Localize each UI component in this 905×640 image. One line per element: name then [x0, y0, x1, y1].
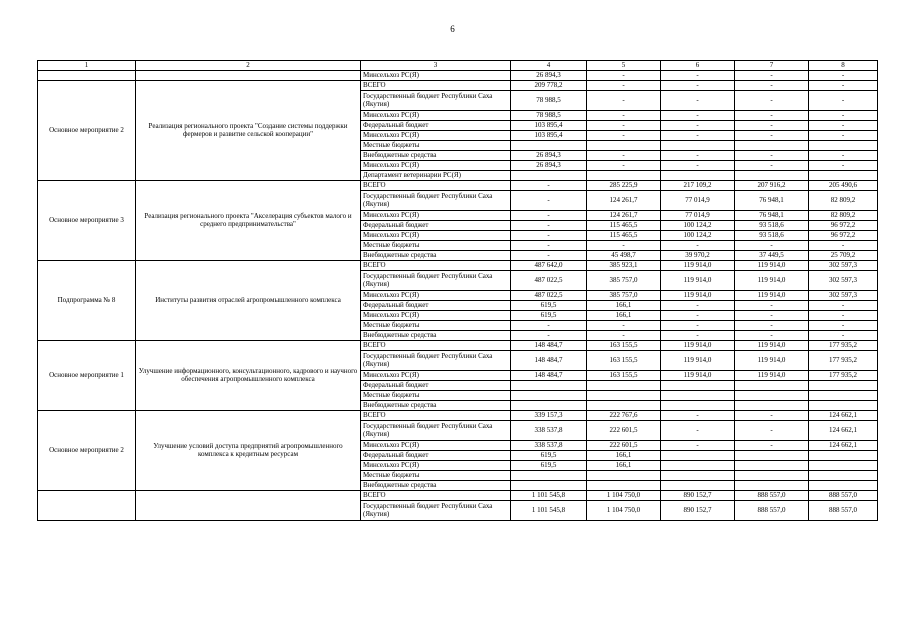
amount-cell: -: [735, 241, 809, 251]
table-row: [38, 81, 878, 91]
amount-cell: 119 914,0: [735, 271, 809, 291]
funding-source: Внебюджетные средства: [361, 151, 511, 161]
amount-cell: 619,5: [511, 461, 587, 471]
amount-cell: -: [735, 411, 809, 421]
amount-cell: 619,5: [511, 301, 587, 311]
funding-source: Минсельхоз РС(Я): [361, 131, 511, 141]
amount-cell: 209 778,2: [511, 81, 587, 91]
amount-cell: [511, 391, 587, 401]
amount-cell: -: [735, 91, 809, 111]
amount-cell: 100 124,2: [661, 221, 735, 231]
amount-cell: -: [661, 121, 735, 131]
amount-cell: 619,5: [511, 311, 587, 321]
amount-cell: 78 988,5: [511, 91, 587, 111]
amount-cell: 119 914,0: [735, 291, 809, 301]
activity-code: Подпрограмма № 8: [38, 261, 136, 341]
amount-cell: -: [661, 441, 735, 451]
funding-source: Минсельхоз РС(Я): [361, 461, 511, 471]
amount-cell: [809, 451, 878, 461]
amount-cell: 487 642,0: [511, 261, 587, 271]
amount-cell: -: [661, 331, 735, 341]
amount-cell: 119 914,0: [661, 271, 735, 291]
amount-cell: -: [735, 151, 809, 161]
amount-cell: 166,1: [587, 461, 661, 471]
amount-cell: [661, 481, 735, 491]
header-cell: 6: [661, 61, 735, 71]
activity-name: Реализация регионального проекта "Акселерация субъектов малого и среднего предпринимательства": [136, 181, 361, 261]
amount-cell: 76 948,1: [735, 211, 809, 221]
amount-cell: 115 465,5: [587, 231, 661, 241]
amount-cell: [735, 481, 809, 491]
amount-cell: 177 935,2: [809, 351, 878, 371]
amount-cell: 124 662,1: [809, 421, 878, 441]
funding-source: Минсельхоз РС(Я): [361, 111, 511, 121]
amount-cell: [809, 141, 878, 151]
amount-cell: -: [661, 321, 735, 331]
amount-cell: -: [735, 421, 809, 441]
funding-source: Минсельхоз РС(Я): [361, 311, 511, 321]
amount-cell: [809, 471, 878, 481]
funding-source: Минсельхоз РС(Я): [361, 231, 511, 241]
amount-cell: -: [809, 131, 878, 141]
funding-source: Минсельхоз РС(Я): [361, 291, 511, 301]
amount-cell: 166,1: [587, 301, 661, 311]
amount-cell: [809, 461, 878, 471]
amount-cell: [511, 171, 587, 181]
amount-cell: 385 757,0: [587, 291, 661, 301]
amount-cell: 26 894,3: [511, 161, 587, 171]
amount-cell: -: [809, 111, 878, 121]
amount-cell: 93 518,6: [735, 231, 809, 241]
funding-source: Внебюджетные средства: [361, 481, 511, 491]
table-row: [38, 71, 878, 81]
activity-name: Улучшение условий доступа предприятий агропромышленного комплекса к кредитным ресурсам: [136, 411, 361, 491]
page-number: 6: [450, 24, 455, 34]
activity-code: Основное мероприятие 3: [38, 181, 136, 261]
amount-cell: -: [809, 121, 878, 131]
funding-source: Местные бюджеты: [361, 321, 511, 331]
funding-source: Государственный бюджет Республики Саха (Якутия): [361, 501, 511, 521]
table-row: [38, 261, 878, 271]
amount-cell: -: [735, 331, 809, 341]
amount-cell: 148 484,7: [511, 371, 587, 381]
amount-cell: -: [809, 311, 878, 321]
activity-name: [136, 71, 361, 81]
amount-cell: [809, 481, 878, 491]
amount-cell: -: [587, 71, 661, 81]
amount-cell: 385 757,0: [587, 271, 661, 291]
amount-cell: -: [809, 71, 878, 81]
amount-cell: [587, 391, 661, 401]
amount-cell: -: [511, 231, 587, 241]
amount-cell: 163 155,5: [587, 341, 661, 351]
amount-cell: [735, 391, 809, 401]
amount-cell: 1 101 545,8: [511, 491, 587, 501]
funding-source: Местные бюджеты: [361, 471, 511, 481]
amount-cell: 619,5: [511, 451, 587, 461]
header-cell: 3: [361, 61, 511, 71]
amount-cell: -: [587, 331, 661, 341]
activity-code: Основное мероприятие 2: [38, 411, 136, 491]
amount-cell: 888 557,0: [809, 491, 878, 501]
amount-cell: 37 449,5: [735, 251, 809, 261]
funding-source: Государственный бюджет Республики Саха (Якутия): [361, 421, 511, 441]
amount-cell: [809, 391, 878, 401]
amount-cell: 487 022,5: [511, 291, 587, 301]
funding-source: Минсельхоз РС(Я): [361, 71, 511, 81]
table-row: [38, 341, 878, 351]
amount-cell: -: [661, 241, 735, 251]
amount-cell: -: [587, 81, 661, 91]
amount-cell: -: [587, 241, 661, 251]
funding-source: Минсельхоз РС(Я): [361, 161, 511, 171]
amount-cell: [809, 171, 878, 181]
header-cell: 8: [809, 61, 878, 71]
amount-cell: -: [735, 161, 809, 171]
amount-cell: 222 601,5: [587, 441, 661, 451]
amount-cell: 103 895,4: [511, 121, 587, 131]
amount-cell: 338 537,8: [511, 441, 587, 451]
amount-cell: 124 261,7: [587, 191, 661, 211]
amount-cell: 1 104 750,0: [587, 501, 661, 521]
amount-cell: 222 767,6: [587, 411, 661, 421]
activity-code: Основное мероприятие 2: [38, 81, 136, 181]
amount-cell: -: [511, 251, 587, 261]
header-cell: 7: [735, 61, 809, 71]
amount-cell: 124 261,7: [587, 211, 661, 221]
amount-cell: -: [735, 121, 809, 131]
header-cell: 5: [587, 61, 661, 71]
header-cell: 1: [38, 61, 136, 71]
amount-cell: [809, 381, 878, 391]
amount-cell: -: [661, 131, 735, 141]
amount-cell: 103 895,4: [511, 131, 587, 141]
table-row: [38, 181, 878, 191]
amount-cell: [511, 481, 587, 491]
amount-cell: -: [735, 111, 809, 121]
activity-name: Улучшение информационного, консультационного, кадрового и научного обеспечения агропромышленного комплекса: [136, 341, 361, 411]
amount-cell: 119 914,0: [735, 371, 809, 381]
header-cell: 2: [136, 61, 361, 71]
activity-code: [38, 491, 136, 521]
amount-cell: -: [735, 301, 809, 311]
amount-cell: -: [587, 131, 661, 141]
amount-cell: -: [661, 91, 735, 111]
amount-cell: [809, 401, 878, 411]
amount-cell: [587, 171, 661, 181]
amount-cell: 26 894,3: [511, 151, 587, 161]
amount-cell: 45 498,7: [587, 251, 661, 261]
amount-cell: 119 914,0: [735, 351, 809, 371]
amount-cell: 119 914,0: [661, 261, 735, 271]
amount-cell: [661, 141, 735, 151]
amount-cell: -: [809, 81, 878, 91]
amount-cell: -: [809, 241, 878, 251]
amount-cell: 119 914,0: [661, 341, 735, 351]
amount-cell: -: [511, 211, 587, 221]
budget-table: [37, 60, 878, 521]
amount-cell: -: [661, 161, 735, 171]
amount-cell: 338 537,8: [511, 421, 587, 441]
amount-cell: -: [587, 121, 661, 131]
amount-cell: -: [587, 111, 661, 121]
amount-cell: -: [587, 321, 661, 331]
funding-source: ВСЕГО: [361, 81, 511, 91]
amount-cell: [735, 461, 809, 471]
amount-cell: -: [735, 311, 809, 321]
amount-cell: 93 518,6: [735, 221, 809, 231]
amount-cell: -: [511, 221, 587, 231]
amount-cell: 77 014,9: [661, 211, 735, 221]
amount-cell: [587, 141, 661, 151]
activity-name: Реализация регионального проекта "Создание системы поддержки фермеров и развитие сельской кооперации": [136, 81, 361, 181]
amount-cell: -: [661, 81, 735, 91]
amount-cell: 78 988,5: [511, 111, 587, 121]
amount-cell: -: [809, 161, 878, 171]
funding-source: ВСЕГО: [361, 341, 511, 351]
amount-cell: 207 916,2: [735, 181, 809, 191]
funding-source: Департамент ветеринарии РС(Я): [361, 171, 511, 181]
funding-source: Федеральный бюджет: [361, 301, 511, 311]
amount-cell: [661, 451, 735, 461]
amount-cell: [735, 451, 809, 461]
funding-source: Местные бюджеты: [361, 241, 511, 251]
amount-cell: -: [511, 321, 587, 331]
amount-cell: 119 914,0: [661, 351, 735, 371]
amount-cell: -: [587, 161, 661, 171]
amount-cell: -: [809, 91, 878, 111]
amount-cell: -: [587, 151, 661, 161]
amount-cell: -: [735, 321, 809, 331]
amount-cell: -: [661, 71, 735, 81]
amount-cell: 217 109,2: [661, 181, 735, 191]
amount-cell: [511, 381, 587, 391]
amount-cell: [511, 401, 587, 411]
amount-cell: [661, 401, 735, 411]
amount-cell: 148 484,7: [511, 341, 587, 351]
header-row: [38, 61, 878, 71]
amount-cell: 166,1: [587, 451, 661, 461]
amount-cell: -: [735, 71, 809, 81]
amount-cell: [735, 171, 809, 181]
amount-cell: [661, 461, 735, 471]
activity-name: [136, 491, 361, 521]
amount-cell: [511, 471, 587, 481]
funding-source: ВСЕГО: [361, 491, 511, 501]
amount-cell: -: [511, 191, 587, 211]
amount-cell: -: [661, 311, 735, 321]
amount-cell: 76 948,1: [735, 191, 809, 211]
amount-cell: -: [661, 421, 735, 441]
amount-cell: 888 557,0: [809, 501, 878, 521]
amount-cell: 177 935,2: [809, 341, 878, 351]
funding-source: Государственный бюджет Республики Саха (Якутия): [361, 351, 511, 371]
funding-source: Внебюджетные средства: [361, 401, 511, 411]
amount-cell: [587, 401, 661, 411]
amount-cell: 890 152,7: [661, 491, 735, 501]
amount-cell: 96 972,2: [809, 231, 878, 241]
amount-cell: 888 557,0: [735, 491, 809, 501]
amount-cell: -: [661, 301, 735, 311]
funding-source: Федеральный бюджет: [361, 221, 511, 231]
amount-cell: [661, 381, 735, 391]
funding-source: ВСЕГО: [361, 181, 511, 191]
funding-source: Внебюджетные средства: [361, 331, 511, 341]
funding-source: Местные бюджеты: [361, 141, 511, 151]
amount-cell: 82 809,2: [809, 191, 878, 211]
amount-cell: 888 557,0: [735, 501, 809, 521]
amount-cell: 302 597,3: [809, 261, 878, 271]
amount-cell: [661, 171, 735, 181]
activity-name: Институты развития отраслей агропромышленного комплекса: [136, 261, 361, 341]
funding-source: ВСЕГО: [361, 261, 511, 271]
amount-cell: 119 914,0: [661, 291, 735, 301]
amount-cell: -: [511, 181, 587, 191]
amount-cell: 302 597,3: [809, 291, 878, 301]
header-cell: 4: [511, 61, 587, 71]
amount-cell: 163 155,5: [587, 371, 661, 381]
amount-cell: [661, 391, 735, 401]
amount-cell: -: [735, 441, 809, 451]
amount-cell: [735, 471, 809, 481]
amount-cell: -: [809, 331, 878, 341]
amount-cell: 487 022,5: [511, 271, 587, 291]
amount-cell: 124 662,1: [809, 441, 878, 451]
amount-cell: 124 662,1: [809, 411, 878, 421]
amount-cell: [661, 471, 735, 481]
funding-source: Минсельхоз РС(Я): [361, 211, 511, 221]
amount-cell: 96 972,2: [809, 221, 878, 231]
amount-cell: 1 104 750,0: [587, 491, 661, 501]
amount-cell: 119 914,0: [661, 371, 735, 381]
funding-source: Государственный бюджет Республики Саха (Якутия): [361, 91, 511, 111]
amount-cell: 100 124,2: [661, 231, 735, 241]
amount-cell: 222 601,5: [587, 421, 661, 441]
amount-cell: 302 597,3: [809, 271, 878, 291]
amount-cell: -: [661, 411, 735, 421]
amount-cell: -: [735, 81, 809, 91]
amount-cell: -: [661, 111, 735, 121]
amount-cell: -: [511, 331, 587, 341]
funding-source: Федеральный бюджет: [361, 381, 511, 391]
amount-cell: 39 970,2: [661, 251, 735, 261]
amount-cell: 82 809,2: [809, 211, 878, 221]
amount-cell: [735, 381, 809, 391]
amount-cell: -: [587, 91, 661, 111]
amount-cell: 339 157,3: [511, 411, 587, 421]
amount-cell: -: [511, 241, 587, 251]
amount-cell: -: [809, 301, 878, 311]
amount-cell: [587, 381, 661, 391]
amount-cell: -: [809, 321, 878, 331]
amount-cell: -: [809, 151, 878, 161]
amount-cell: 148 484,7: [511, 351, 587, 371]
activity-code: Основное мероприятие 1: [38, 341, 136, 411]
table-row: [38, 411, 878, 421]
amount-cell: 385 923,1: [587, 261, 661, 271]
amount-cell: -: [735, 131, 809, 141]
funding-source: Федеральный бюджет: [361, 451, 511, 461]
table-row: [38, 491, 878, 501]
amount-cell: [587, 481, 661, 491]
amount-cell: 26 894,3: [511, 71, 587, 81]
amount-cell: 177 935,2: [809, 371, 878, 381]
funding-source: Местные бюджеты: [361, 391, 511, 401]
amount-cell: [735, 401, 809, 411]
funding-source: Внебюджетные средства: [361, 251, 511, 261]
amount-cell: [735, 141, 809, 151]
amount-cell: 205 490,6: [809, 181, 878, 191]
amount-cell: 163 155,5: [587, 351, 661, 371]
funding-source: Минсельхоз РС(Я): [361, 371, 511, 381]
amount-cell: 119 914,0: [735, 341, 809, 351]
amount-cell: 285 225,9: [587, 181, 661, 191]
amount-cell: 119 914,0: [735, 261, 809, 271]
amount-cell: 166,1: [587, 311, 661, 321]
amount-cell: 115 465,5: [587, 221, 661, 231]
amount-cell: [511, 141, 587, 151]
amount-cell: 25 709,2: [809, 251, 878, 261]
funding-source: Минсельхоз РС(Я): [361, 441, 511, 451]
funding-source: Федеральный бюджет: [361, 121, 511, 131]
funding-source: ВСЕГО: [361, 411, 511, 421]
amount-cell: -: [661, 151, 735, 161]
amount-cell: [587, 471, 661, 481]
funding-source: Государственный бюджет Республики Саха (Якутия): [361, 191, 511, 211]
funding-source: Государственный бюджет Республики Саха (Якутия): [361, 271, 511, 291]
amount-cell: 1 101 545,8: [511, 501, 587, 521]
activity-code: [38, 71, 136, 81]
amount-cell: 890 152,7: [661, 501, 735, 521]
amount-cell: 77 014,9: [661, 191, 735, 211]
